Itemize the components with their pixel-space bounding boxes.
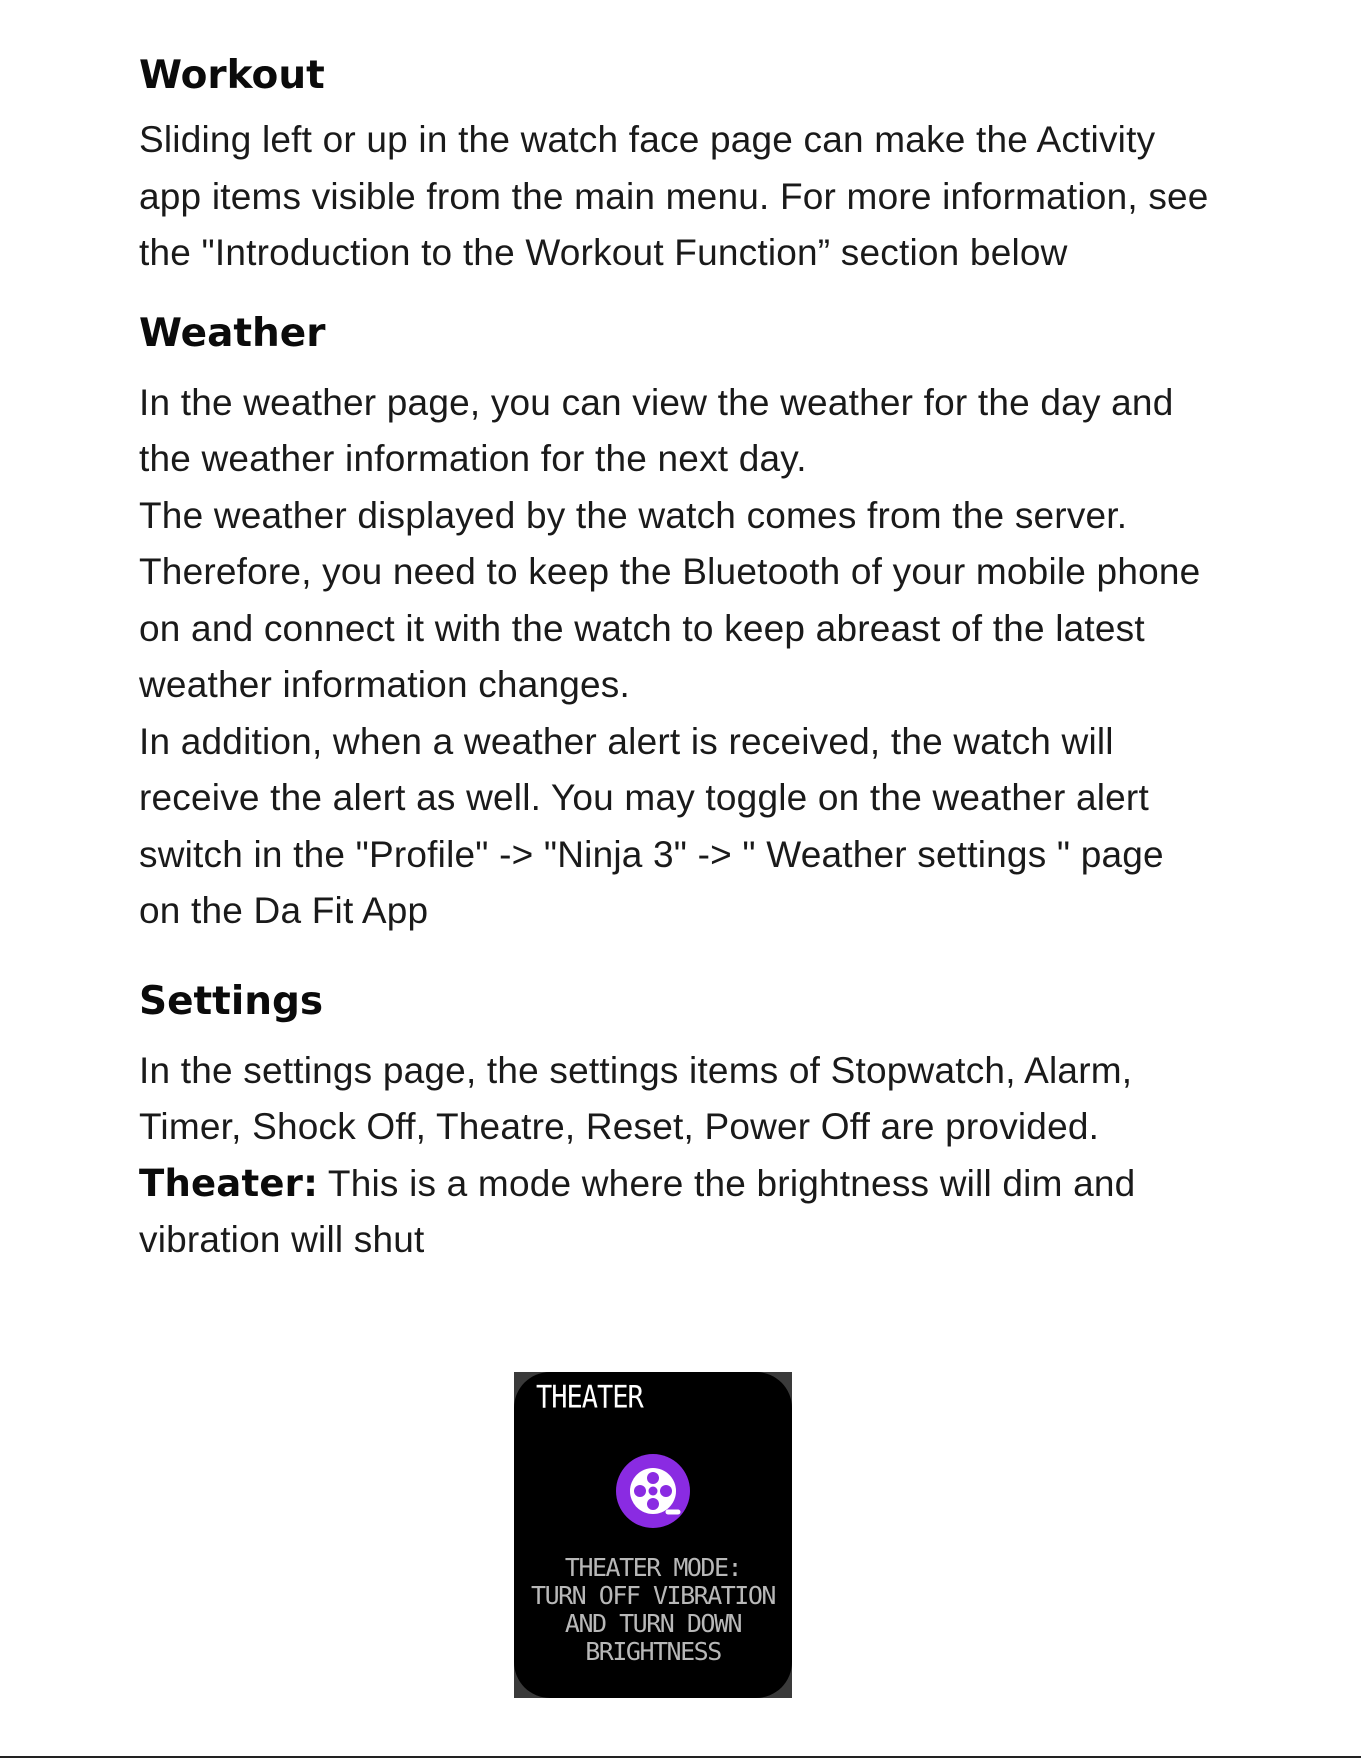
watch-screenshot <box>514 1372 792 1698</box>
workout-line: Sliding left or up in the watch face page can make the Activity <box>139 119 1156 160</box>
workout-line: app items visible from the main menu. For more information, see <box>139 175 1209 217</box>
weather-line: on and connect it with the watch to keep abreast of the latest <box>139 607 1145 649</box>
watch-caption-line: TURN OFF VIBRATION <box>531 1581 775 1610</box>
weather-line: on the Da Fit App <box>139 890 429 931</box>
page-bottom-rule <box>0 1756 1361 1758</box>
watch-caption-line: THEATER MODE: <box>564 1553 742 1582</box>
weather-line: receive the alert as well. You may toggle on the weather alert <box>139 777 1149 818</box>
theater-label: Theater: <box>139 1161 319 1205</box>
weather-line: In addition, when a weather alert is received, the watch will <box>139 720 1114 762</box>
theater-description-continued: vibration will shut <box>139 1219 425 1260</box>
weather-line: switch in the "Profile" -> "Ninja 3" -> " Weather settings " page <box>139 833 1164 875</box>
watch-caption-line: AND TURN DOWN <box>564 1609 742 1638</box>
theater-text: This is a mode where the brightness will dim and <box>318 1162 1136 1204</box>
weather-line: weather information changes. <box>139 664 630 705</box>
settings-line: In the settings page, the settings items of Stopwatch, Alarm, <box>139 1049 1133 1091</box>
watch-title: THEATER <box>536 1380 643 1416</box>
watch-screen <box>514 1372 792 1698</box>
document-page <box>139 48 1259 1269</box>
film-reel-icon <box>616 1454 690 1528</box>
workout-line: the "Introduction to the Workout Function” section below <box>139 232 1068 273</box>
workout-body <box>139 112 1259 282</box>
settings-heading: Settings <box>139 978 324 1024</box>
weather-line: In the weather page, you can view the weather for the day and <box>139 381 1174 423</box>
workout-heading: Workout <box>139 53 325 98</box>
weather-line: The weather displayed by the watch comes from the server. <box>139 494 1128 536</box>
theater-description <box>139 1156 1259 1213</box>
settings-line: Timer, Shock Off, Theatre, Reset, Power Off are provided. <box>139 1106 1100 1147</box>
settings-body <box>139 1043 1259 1269</box>
weather-line: the weather information for the next day. <box>139 438 807 479</box>
weather-line: Therefore, you need to keep the Bluetooth of your mobile phone <box>139 551 1201 592</box>
weather-body <box>139 375 1259 940</box>
watch-caption <box>514 1554 792 1666</box>
watch-caption-line: BRIGHTNESS <box>585 1637 721 1666</box>
weather-heading: Weather <box>139 310 326 356</box>
